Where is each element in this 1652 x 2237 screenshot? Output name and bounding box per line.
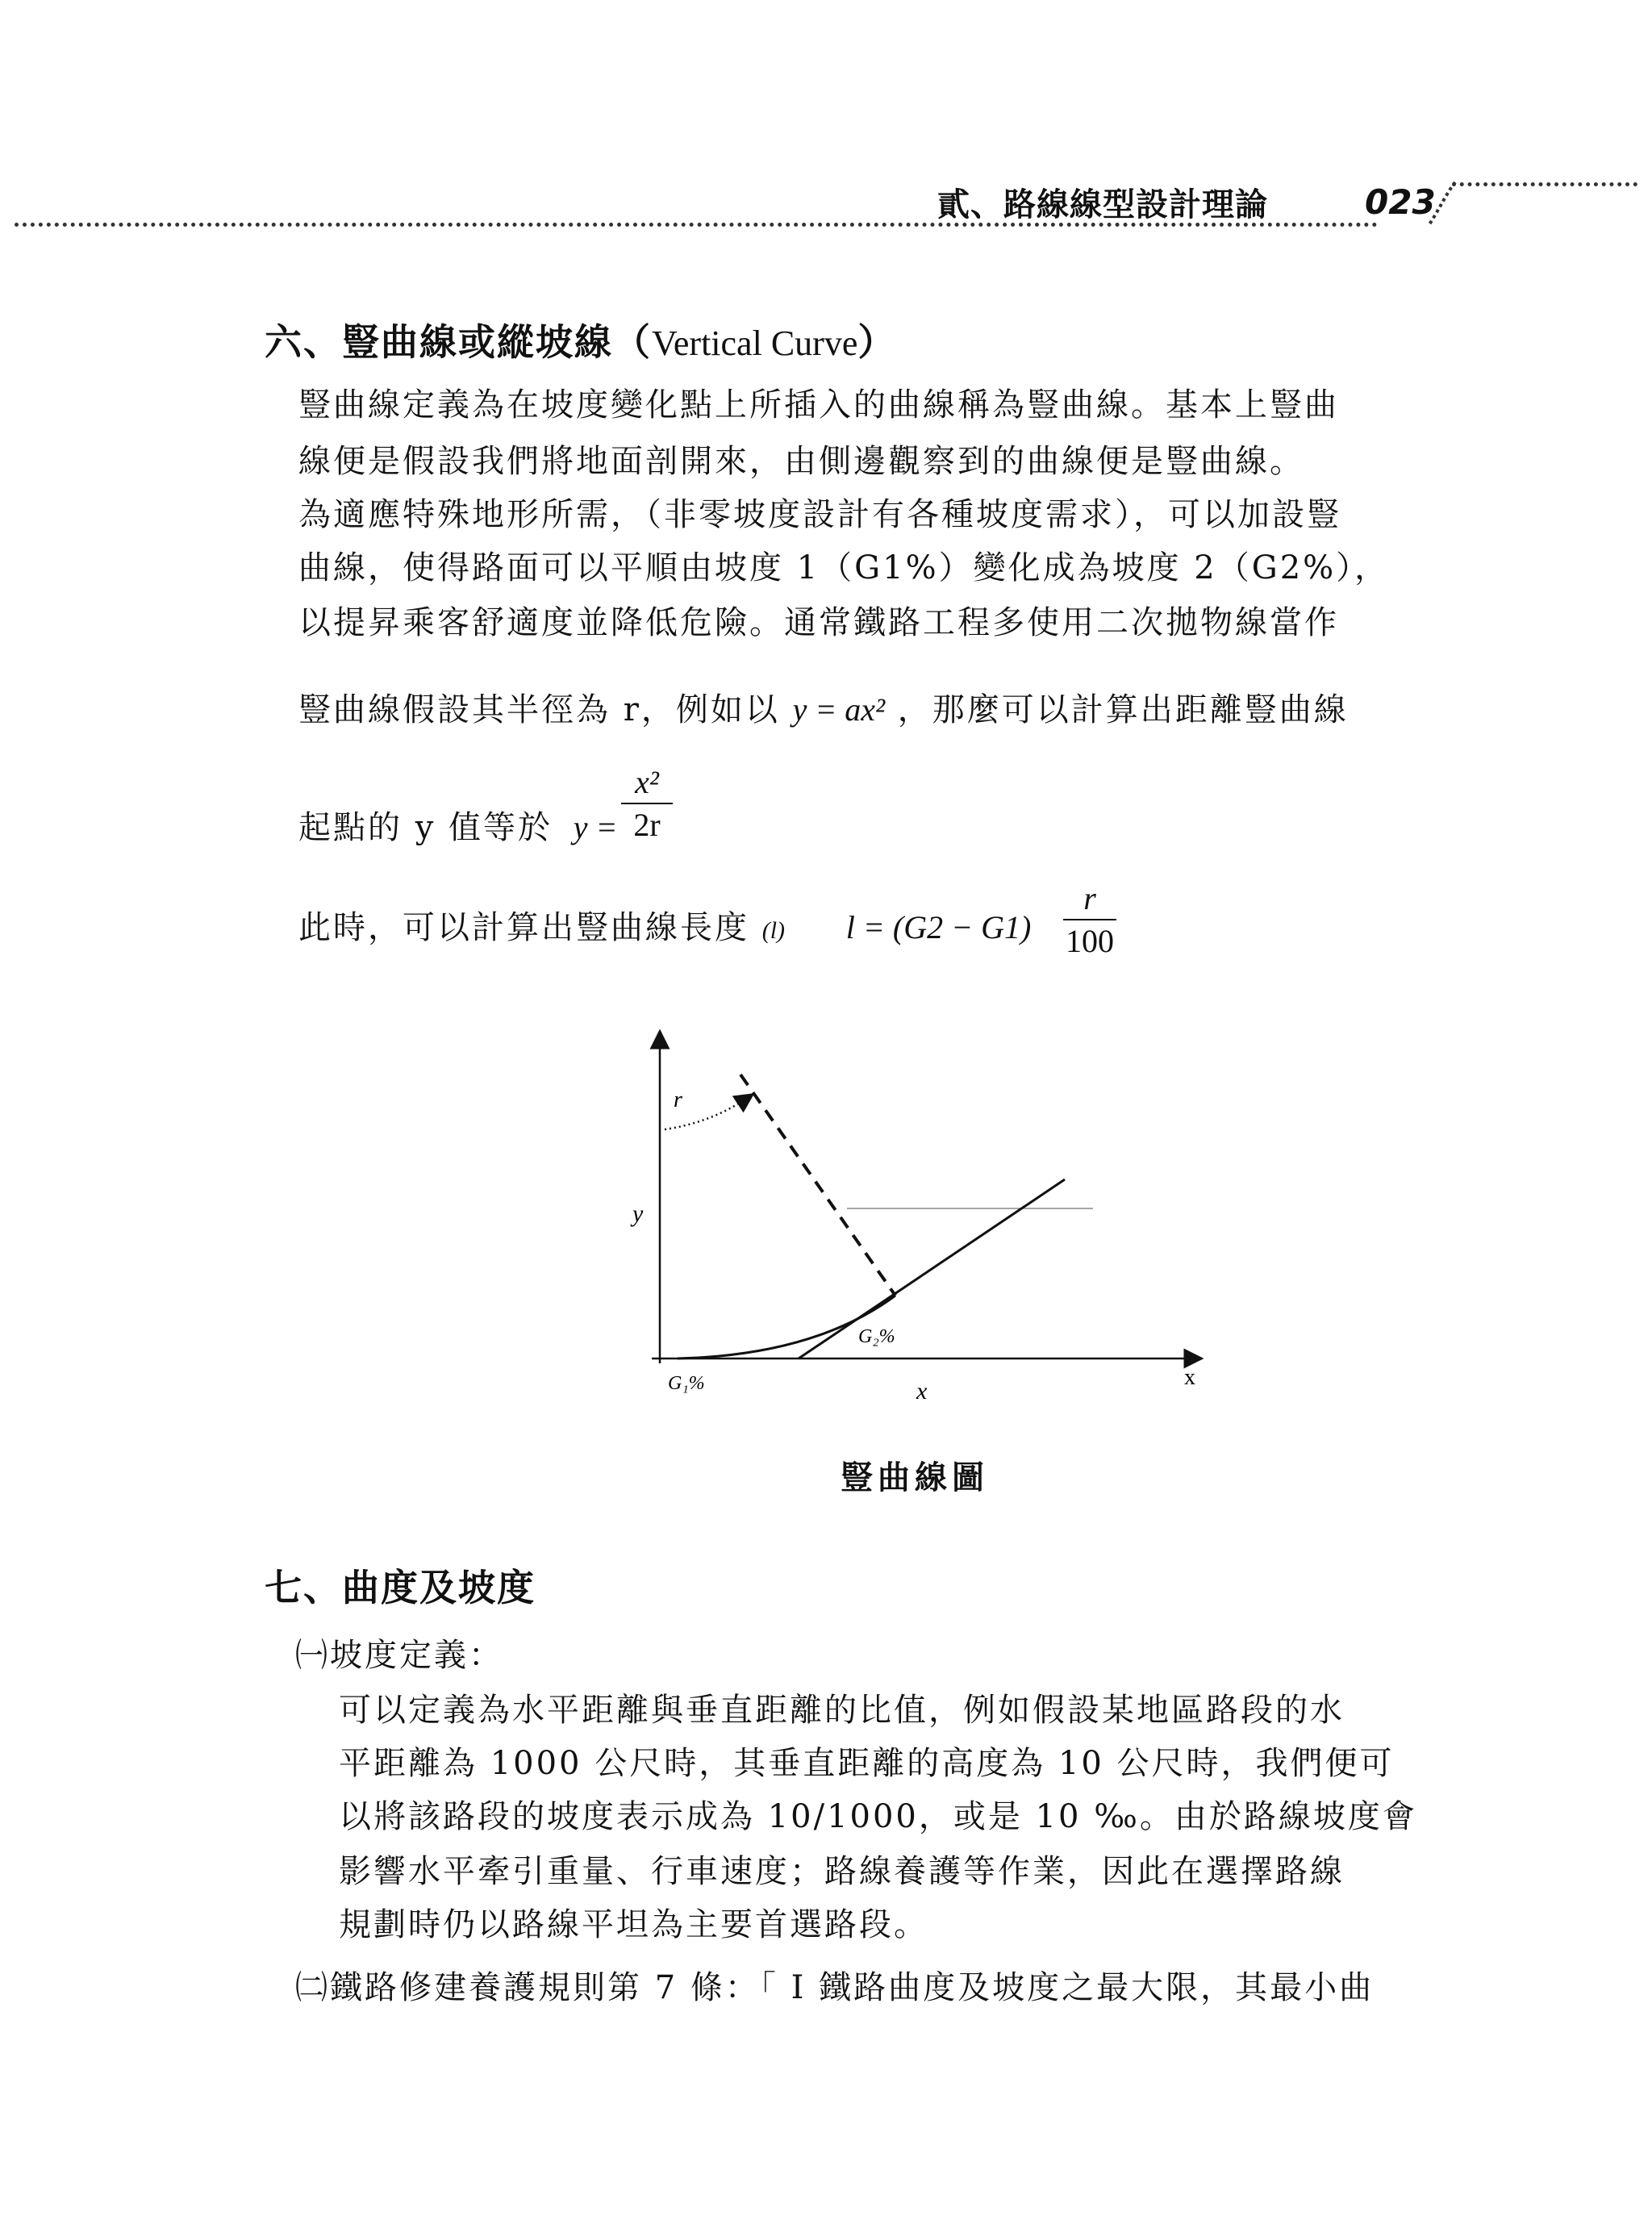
formula-length: l = (G2 − G1) <box>845 909 1032 945</box>
fraction-r-over-100: r 100 <box>1063 879 1116 960</box>
paragraph-line: 以將該路段的坡度表示成為 10/1000，或是 10 ‰。由於路線坡度會 <box>339 1798 1417 1835</box>
paragraph-line: 平距離為 1000 公尺時，其垂直距離的高度為 10 公尺時，我們便可 <box>339 1745 1395 1782</box>
subsection-2-line: ㈡鐵路修建養護規則第 7 條：「 I 鐵路曲度及坡度之最大限，其最小曲 <box>295 1969 1375 2006</box>
paragraph-line: 可以定義為水平距離與垂直距離的比值，例如假設某地區路段的水 <box>339 1692 1345 1729</box>
label-y: y <box>632 1200 644 1227</box>
label-r: r <box>674 1087 682 1112</box>
header-dotted-rule-right <box>1452 182 1637 186</box>
formula-lhs: y = <box>573 809 618 845</box>
label-g2: G₂% <box>858 1326 895 1347</box>
vertical-curve-diagram <box>629 1025 1226 1420</box>
subsection-1-title: ㈠坡度定義： <box>295 1637 503 1674</box>
formula-y-ax2: y = ax² <box>792 691 886 728</box>
tangent-line-g2 <box>799 1179 1065 1358</box>
label-x: x <box>916 1378 928 1404</box>
paragraph-line-formula: 豎曲線假設其半徑為 r，例如以 y = ax² ，那麼可以計算出距離豎曲線 <box>298 691 1349 728</box>
paragraph-line: 線便是假設我們將地面剖開來，由側邊觀察到的曲線便是豎曲線。 <box>298 443 1304 480</box>
running-title: 貳、路線線型設計理論 <box>937 186 1268 223</box>
paragraph-line-formula: 起點的 y 值等於 y = <box>298 809 618 846</box>
label-x-end: x <box>1184 1365 1195 1390</box>
page-number: 023 <box>1365 182 1436 222</box>
section-7-heading: 七、曲度及坡度 <box>265 1566 536 1609</box>
paragraph-line: 影響水平牽引重量、行車速度；路線養護等作業，因此在選擇路線 <box>339 1853 1345 1890</box>
fraction-x2-over-2r: x² 2r <box>621 763 673 844</box>
paragraph-line: 豎曲線定義為在坡度變化點上所插入的曲線稱為豎曲線。基本上豎曲 <box>298 386 1339 424</box>
paragraph-line: 為適應特殊地形所需，（非零坡度設計有各種坡度需求），可以加設豎 <box>298 496 1341 533</box>
paragraph-line: 規劃時仍以路線平坦為主要首選路段。 <box>339 1906 928 1943</box>
paragraph-line: 以提昇乘客舒適度並降低危險。通常鐵路工程多使用二次拋物線當作 <box>298 604 1339 641</box>
figure-caption: 豎曲線圖 <box>841 1459 989 1496</box>
radius-dashed-line <box>740 1075 895 1296</box>
paragraph-line-formula: 此時，可以計算出豎曲線長度 (l) l = (G2 − G1) <box>298 909 1032 946</box>
label-g1: G₁% <box>668 1373 705 1394</box>
paragraph-line: 曲線，使得路面可以平順由坡度 1（G1%）變化成為坡度 2（G2%）， <box>298 549 1390 586</box>
section-6-heading: 六、豎曲線或縱坡線（Vertical Curve） <box>265 320 897 364</box>
